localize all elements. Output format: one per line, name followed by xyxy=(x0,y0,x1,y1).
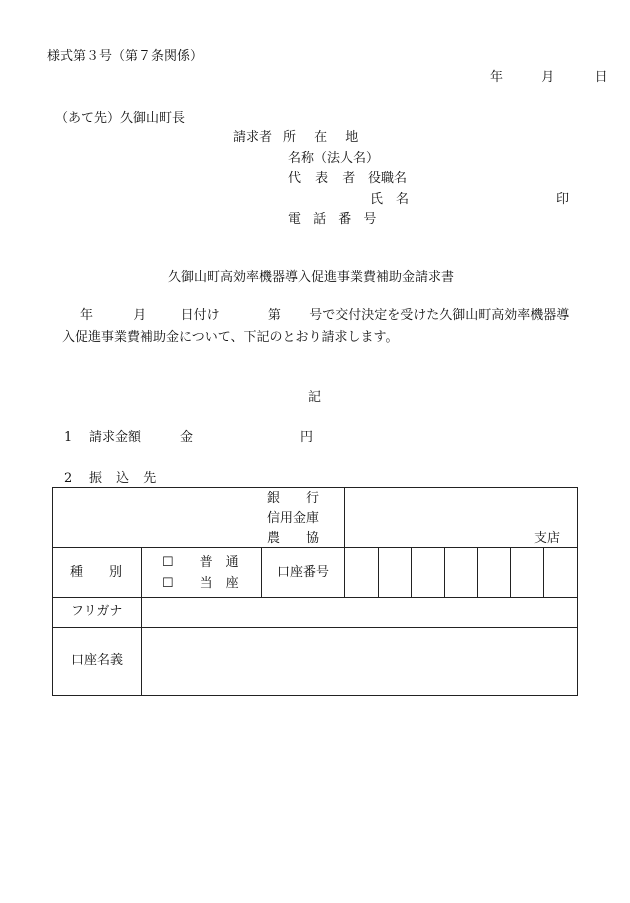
table-line-row3 xyxy=(52,627,578,628)
addressee: （あて先）久御山町長 xyxy=(55,111,186,126)
branch-label: 支店 xyxy=(534,531,561,546)
checkbox-futsu[interactable]: ☐ 普 通 xyxy=(162,555,239,570)
requester-role-label: 役職名 xyxy=(368,171,408,186)
account-type-label: 種 別 xyxy=(70,565,123,580)
account-holder-label: 口座名義 xyxy=(71,653,124,668)
body-dai: 第 xyxy=(267,308,281,323)
requester-representative-label: 代 表 者 xyxy=(288,171,361,186)
digit-divider-2 xyxy=(411,547,412,598)
table-col-bank-divider xyxy=(344,487,345,598)
digit-divider-5 xyxy=(510,547,511,598)
account-number-label: 口座番号 xyxy=(277,565,330,580)
digit-divider-3 xyxy=(444,547,445,598)
checkbox-toza[interactable]: ☐ 当 座 xyxy=(162,576,239,591)
table-border-right xyxy=(577,487,578,696)
table-line-row1 xyxy=(52,547,578,548)
bank-transfer-table xyxy=(52,487,578,696)
body-line-2: 入促進事業費補助金について、下記のとおり請求します。 xyxy=(62,330,399,345)
table-border-left xyxy=(52,487,53,696)
body-line1-rest: 号で交付決定を受けた久御山町高効率機器導 xyxy=(309,308,570,323)
requester-address-label: 所 在 地 xyxy=(283,130,366,145)
date-day: 日 xyxy=(594,70,608,85)
digit-divider-1 xyxy=(378,547,379,598)
bank-type-bank: 銀 行 xyxy=(267,491,320,506)
document-title: 久御山町高効率機器導入促進事業費補助金請求書 xyxy=(168,270,455,285)
table-line-row2 xyxy=(52,597,578,598)
body-year: 年 xyxy=(80,308,94,323)
form-number: 様式第３号（第７条関係） xyxy=(47,49,204,64)
date-month: 月 xyxy=(541,70,555,85)
requester-corp-name-label: 名称（法人名） xyxy=(288,151,380,166)
body-month: 月 xyxy=(133,308,147,323)
date-line xyxy=(490,70,608,86)
item2-number: 2 xyxy=(64,471,73,486)
item2-label: 振 込 先 xyxy=(89,471,162,486)
requester-label: 請求者 xyxy=(233,130,273,145)
table-col-label-divider xyxy=(141,547,142,696)
body-line-1 xyxy=(80,308,569,324)
table-border-bottom xyxy=(52,695,578,696)
digit-divider-6 xyxy=(543,547,544,598)
bank-type-shinkin: 信用金庫 xyxy=(267,511,320,526)
item1-kin: 金 xyxy=(180,430,194,445)
ki-heading: 記 xyxy=(308,390,322,405)
body-day-dated: 日付け xyxy=(180,308,220,323)
requester-name-label: 氏 名 xyxy=(370,192,410,207)
item1-number: 1 xyxy=(64,430,73,445)
requester-tel-label: 電 話 番 号 xyxy=(288,212,381,227)
item1-label: 請求金額 xyxy=(89,430,142,445)
digit-divider-4 xyxy=(477,547,478,598)
item1-yen: 円 xyxy=(300,430,314,445)
bank-type-nokyo: 農 協 xyxy=(267,531,320,546)
table-border-top xyxy=(52,487,578,488)
table-col-type-divider xyxy=(261,547,262,598)
date-year: 年 xyxy=(490,70,504,85)
seal-mark: 印 xyxy=(556,192,570,207)
furigana-label: フリガナ xyxy=(71,604,123,619)
